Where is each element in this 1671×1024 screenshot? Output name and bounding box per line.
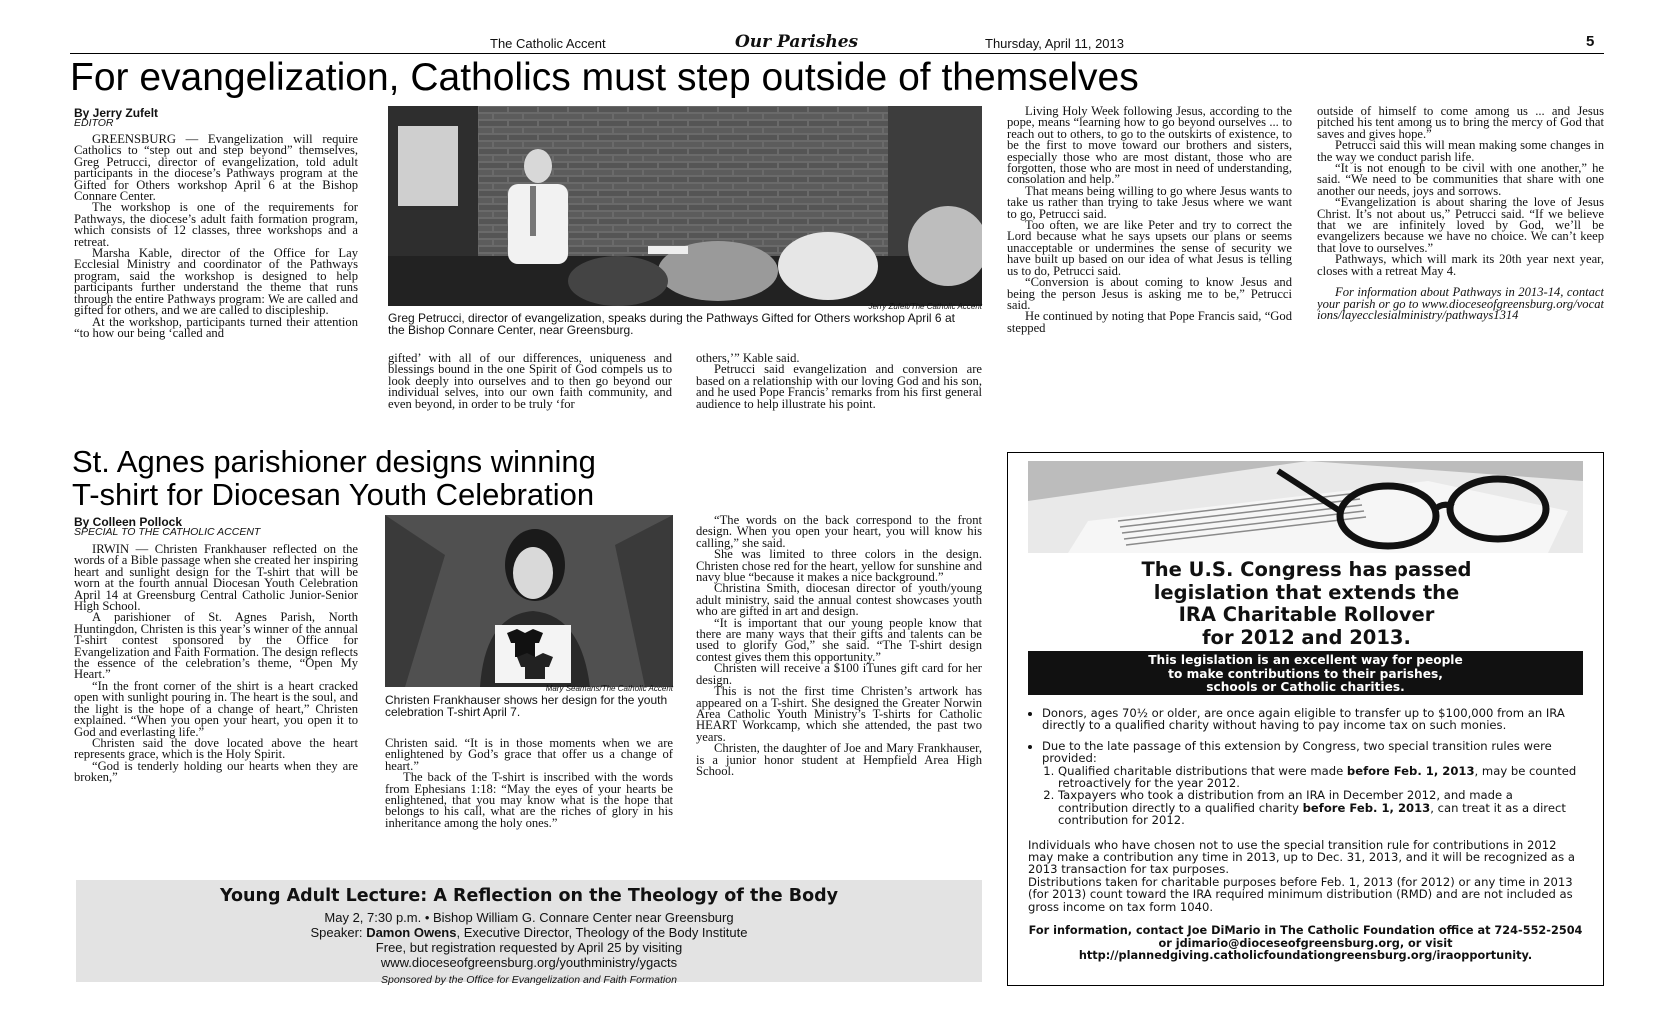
paragraph: Christen said the dove located above the heart represents grace, which is the Holy Spirit. bbox=[74, 735, 358, 762]
article1-byline: By Jerry Zufelt bbox=[74, 106, 159, 120]
article2-column-1 bbox=[74, 544, 358, 870]
article2-photo bbox=[385, 515, 673, 687]
paragraph: “God is tenderly holding our hearts when they are broken,” bbox=[74, 758, 358, 785]
paragraph: Marsha Kable, director of the Office for Lay Ecclesial Ministry and coordinator of the Pathways program, said the workshop is designed to help participants further understand the theme that runs through the entire Pathways program: We are called and gifted for others, and we are called to discipleship. bbox=[74, 246, 358, 318]
article1-info: For information about Pathways in 2013-14, contact your parish or go to www.dioceseofgreensburg.org/vocations/layecclesialministry/pathways1314 bbox=[1317, 285, 1604, 322]
paragraph: “The words on the back correspond to the front design. When you open your heart, you will know his calling,” she said. bbox=[696, 515, 982, 550]
paragraph: “It is not enough to be civil with one another,” he said. “We need to be communities that share with one another our needs, joys and sorrows. bbox=[1317, 161, 1604, 198]
article1-photo bbox=[388, 106, 982, 306]
article1-photo-credit: Jerry Zufelt/The Catholic Accent bbox=[868, 302, 982, 311]
ad-headline-line: IRA Charitable Rollover bbox=[1178, 603, 1435, 626]
rule-date: before Feb. 1, 2013 bbox=[1346, 763, 1475, 778]
paragraph: She was limited to three colors in the design. Christen chose red for the heart, yellow for sunshine and navy blue “because it makes a nice background.” bbox=[696, 547, 982, 585]
article1-byline-role: EDITOR bbox=[74, 117, 114, 129]
article2-headline bbox=[72, 445, 972, 511]
article1-column-2 bbox=[388, 353, 672, 441]
ad-bullet-text: Due to the late passage of this extension by Congress, two special transition rules were provided: bbox=[1042, 738, 1552, 766]
rule-text: , may be counted retroactively for the year 2012. bbox=[1058, 763, 1577, 791]
paragraph: Too often, we are like Peter and try to correct the Lord because what he says upsets our plans or seems unacceptable or undermines the sense of security we have built up based on our idea of what Jesus is telling us to do, Petrucci said. bbox=[1007, 218, 1292, 278]
article1-column-3 bbox=[696, 353, 982, 441]
ad-headline-line: The U.S. Congress has passed bbox=[1141, 558, 1472, 581]
paragraph: At the workshop, participants turned their attention “to how our being ‘called and bbox=[74, 314, 358, 340]
ira-rollover-ad bbox=[1007, 452, 1604, 986]
headline-line: St. Agnes parishioner designs winning bbox=[72, 444, 596, 479]
article2-byline-role: SPECIAL TO THE CATHOLIC ACCENT bbox=[74, 526, 261, 538]
page-number: 5 bbox=[1586, 33, 1595, 50]
lecture-registration: Free, but registration requested by April 25 by visiting bbox=[375, 940, 683, 955]
workshop-photo-illustration bbox=[388, 106, 982, 306]
rule-text: , can treat it as a direct contribution for 2012. bbox=[1058, 800, 1566, 828]
ad-banner-line: to make contributions to their parishes, bbox=[1168, 666, 1443, 681]
paragraph: “Evangelization is about sharing the love of Jesus Christ. It’s not about us,” Petrucci said. “If we believe that we are infinitely loved by God, we’ll be evangelizers because we have no choice. We can’t keep that love to ourselves.” bbox=[1317, 195, 1604, 255]
article2-photo-credit: Mary Seamans/The Catholic Accent bbox=[545, 684, 673, 693]
article2-photo-caption: Christen Frankhauser shows her design for the youth celebration T-shirt April 7. bbox=[385, 693, 668, 719]
article2-byline: By Colleen Pollock bbox=[74, 515, 183, 529]
ad-paragraph: Individuals who have chosen not to use the special transition rule for contributions in 2012 may make a contribution any time in 2013, up to Dec. 31, 2013, and it will be recognized as a 2013 transaction for tax purposes. bbox=[1028, 837, 1575, 877]
paragraph: GREENSBURG — Evangelization will require Catholics to “step out and step beyond” themselves, Greg Petrucci, director of evangelization, told adult participants in the diocese’s Pathways program at the Gifted for Others workshop April 6 at the Bishop Connare Center. bbox=[74, 134, 358, 204]
paragraph: This is not the first time Christen’s artwork has appeared on a T-shirt. She designed the Greater Norwin Area Catholic Youth Ministry’s T-shirts for Catholic HEART Workcamp, which she attended, the past two years. bbox=[696, 684, 982, 744]
paragraph: He continued by noting that Pope Francis said, “God stepped bbox=[1007, 309, 1292, 335]
paragraph: The back of the T-shirt is inscribed with the words from Ephesians 1:18: “May the eyes of your hearts be enlightened, that you may know what is the hope that belongs to his call, what are the riches of glory in his inheritance among the holy ones.” bbox=[385, 770, 673, 830]
ad-banner-line: schools or Catholic charities. bbox=[1206, 680, 1405, 694]
paragraph: outside of himself to come among us ... and Jesus pitched his tent among us to bring the mercy of God that saves and gives hope.” bbox=[1317, 106, 1604, 141]
paragraph: Christen will receive a $100 iTunes gift card for her design. bbox=[696, 661, 982, 687]
ad-contact: For information, contact Joe DiMario in The Catholic Foundation office at 724-552-2504 or jdimario@dioceseofgreensburg.org, or visit http://plannedgiving.catholicfoundationgreensburg.org/iraopportunity. bbox=[1028, 924, 1583, 962]
paragraph: “Conversion is about coming to know Jesus and being the person Jesus is asking me to be,” Petrucci said. bbox=[1007, 275, 1292, 312]
article2-column-2 bbox=[385, 738, 673, 870]
paragraph: Christen, the daughter of Joe and Mary Frankhauser, is a junior honor student at Hempfield Area High School. bbox=[696, 741, 982, 778]
speaker-name: Damon Owens bbox=[366, 925, 457, 940]
ad-banner bbox=[1028, 651, 1583, 695]
ad-banner-line: This legislation is an excellent way for people bbox=[1148, 653, 1463, 667]
paragraph: Petrucci said this will mean making some changes in the way we conduct parish life. bbox=[1317, 138, 1604, 164]
rule-text: Qualified charitable distributions that were made bbox=[1058, 763, 1347, 778]
article1-headline: For evangelization, Catholics must step outside of themselves bbox=[70, 56, 1139, 99]
paragraph: “In the front corner of the shirt is a heart cracked open with sunlight pouring in. The heart is the soul, and the light is the hope of a change of heart,” Christen explained. “When you open your heart, you open it to God and everlasting life.” bbox=[74, 678, 358, 739]
paragraph: The workshop is one of the requirements for Pathways, the diocese’s adult faith formation program, which consists of 12 classes, three workshops and a retreat. bbox=[74, 200, 358, 249]
ad-headline bbox=[1008, 559, 1605, 649]
lecture-details: May 2, 7:30 p.m. • Bishop William G. Connare Center near Greensburg bbox=[324, 910, 734, 925]
speaker-title: , Executive Director, Theology of the Body Institute bbox=[456, 925, 748, 940]
ad-headline-line: legislation that extends the bbox=[1153, 580, 1460, 604]
headline-line: T-shirt for Diocesan Youth Celebration bbox=[72, 477, 595, 512]
article1-column-1 bbox=[74, 134, 358, 440]
paragraph: gifted’ with all of our differences, uniqueness and blessings bound in the one Spirit of God compels us to look deeply into ourselves and to then go beyond our individual selves, into our own faith community, and even beyond, in order to be truly ‘for bbox=[388, 353, 672, 411]
lecture-title: Young Adult Lecture: A Reflection on the Theology of the Body bbox=[219, 886, 839, 906]
paragraph: “It is important that our young people know that there are many ways that their gifts and talents can be used to glorify God,” she said. “The T-shirt design contest gives them this opportunity.” bbox=[696, 615, 982, 664]
ad-rule bbox=[1058, 765, 1583, 790]
paragraph: Christina Smith, diocesan director of youth/young adult ministry, said the annual contest showcases youth who are gifted in art and design. bbox=[696, 581, 982, 619]
issue-date: Thursday, April 11, 2013 bbox=[985, 36, 1124, 51]
paragraph: That means being willing to go where Jesus wants to take us rather than trying to take Jesus where we want to go, Petrucci said. bbox=[1007, 183, 1292, 221]
article1-column-4 bbox=[1007, 106, 1292, 442]
article2-column-3 bbox=[696, 515, 982, 871]
rule-date: before Feb. 1, 2013 bbox=[1302, 800, 1431, 815]
ad-bullet: • Donors, ages 70½ or older, are once again eligible to transfer up to $100,000 from an IRA directly to a qualified charity without having to pay income tax on such monies. bbox=[1042, 707, 1583, 732]
paragraph: Christen said. “It is in those moments when we are enlightened by God’s grace that offer us a change of heart.” bbox=[385, 738, 673, 773]
ad-image bbox=[1028, 461, 1583, 553]
section-title: Our Parishes bbox=[735, 32, 859, 52]
paragraph: Pathways, which will mark its 20th year next year, closes with a retreat May 4. bbox=[1317, 252, 1604, 278]
glasses-on-documents-illustration bbox=[1028, 461, 1583, 553]
lecture-speaker bbox=[76, 925, 982, 940]
ad-headline-line: for 2012 and 2013. bbox=[1202, 625, 1411, 649]
article1-column-5 bbox=[1317, 106, 1604, 436]
ad-paragraph: Distributions taken for charitable purposes before Feb. 1, 2013 (for 2012) or any time in 2013 (for 2013) count toward the IRA required minimum distribution (RMD) and are not included as gross income on tax form 1040. bbox=[1028, 874, 1573, 914]
ad-bullet bbox=[1042, 740, 1583, 827]
ad-body bbox=[1028, 707, 1583, 962]
paragraph: Living Holy Week following Jesus, according to the pope, means “learning how to go beyond ourselves ... to reach out to others, to go to the outskirts of existence, to be the first to move toward our brothers and sisters, especially those who are most distant, those who are forgotten, those who are most in need of understanding, consolation and help.” bbox=[1007, 106, 1292, 187]
paragraph: A parishioner of St. Agnes Parish, North Huntingdon, Christen is this year’s winner of the annual T-shirt contest sponsored by the Office for Evangelization and Faith Formation. The design reflects the essence of the celebration’s theme, “Open My Heart.” bbox=[74, 610, 358, 682]
paragraph: Petrucci said evangelization and conversion are based on a relationship with our loving God and his son, and he used Pope Francis’ remarks from his first general audience to help illustrate his point. bbox=[696, 362, 982, 411]
tshirt-photo-illustration bbox=[385, 515, 673, 687]
rule-text: Taxpayers who took a distribution from an IRA in December 2012, and made a contribution directly to a qualified charity bbox=[1058, 788, 1513, 815]
paragraph: others,’” Kable said. bbox=[696, 353, 800, 365]
ad-rule bbox=[1058, 789, 1583, 826]
article1-photo-caption: Greg Petrucci, director of evangelization, speaks during the Pathways Gifted for Others workshop April 6 at the Bishop Connare Center, near Greensburg. bbox=[388, 311, 955, 337]
lecture-sponsor: Sponsored by the Office for Evangelization and Faith Formation bbox=[381, 974, 677, 986]
lecture-url: www.dioceseofgreensburg.org/youthministry/ygacts bbox=[380, 955, 678, 970]
publication-name: The Catholic Accent bbox=[490, 36, 606, 51]
header-rule bbox=[70, 53, 1604, 54]
lecture-announcement-box bbox=[76, 880, 982, 986]
speaker-label: Speaker: bbox=[310, 925, 363, 940]
paragraph: IRWIN — Christen Frankhauser reflected on the words of a Bible passage when she created her inspiring heart and sunlight design for the T-shirt that will be worn at the fourth annual Diocesan Youth Celebration April 14 at Greensburg Central Catholic Junior-Senior High School. bbox=[74, 544, 358, 614]
